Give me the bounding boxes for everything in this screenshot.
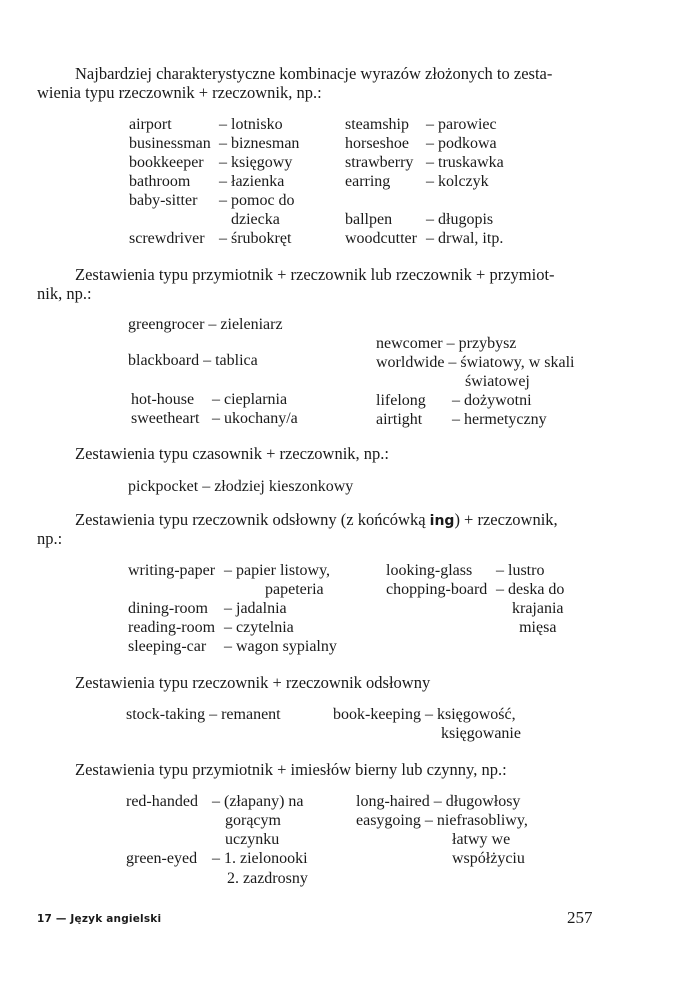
term: sleeping-car (128, 638, 207, 655)
translation: – lustro (496, 562, 545, 579)
translation: łatwy we (452, 831, 511, 848)
term: sweetheart (131, 410, 200, 427)
section-heading-cont: np.: (37, 529, 63, 548)
term (126, 830, 198, 849)
term: bookkeeper (129, 154, 204, 171)
translation-continued (512, 599, 564, 637)
term: worldwide – światowy, w skali (376, 354, 575, 371)
term: newcomer – przybysz (376, 335, 517, 352)
term: dining-room (128, 600, 208, 617)
translation-continued (231, 210, 280, 229)
translation: – biznesman (219, 135, 300, 152)
term: ballpen (345, 211, 393, 228)
section-heading-cont (37, 284, 92, 303)
section-heading: Zestawienia typu rzeczownik odsłowny (z końcówką ing) + rzeczownik, (75, 510, 558, 529)
translation: – podkowa (426, 135, 497, 152)
term-entry: book-keeping – księgowość, (333, 706, 516, 723)
section-heading (75, 265, 555, 284)
term-entry: pickpocket – złodziej kieszonkowy (128, 478, 354, 495)
translation: – długopis (426, 211, 494, 228)
translation: mięsa (519, 619, 557, 636)
section-heading: Zestawienia typu czasownik + rzeczownik, np.: (75, 444, 389, 463)
translation (426, 191, 504, 210)
translation-continued: 2. zazdrosny (227, 870, 308, 887)
compound-terms-right (376, 391, 426, 429)
compound-terms-left (131, 390, 199, 428)
term: airtight (376, 411, 423, 428)
term: baby-sitter (129, 192, 198, 209)
text-line: nik, np.: (37, 284, 92, 303)
intro-paragraph-cont (37, 83, 322, 102)
translation-continued: światowej (465, 373, 530, 390)
translation: – truskawka (426, 154, 504, 171)
term (345, 191, 417, 210)
translation: uczynku (225, 831, 280, 848)
translation: – parowiec (426, 116, 497, 133)
translation: – drwal, itp. (426, 230, 504, 247)
translation: gorącym (225, 812, 281, 829)
compound-terms-right (356, 792, 528, 830)
translation: dziecka (231, 211, 280, 228)
term: strawberry (345, 154, 414, 171)
section-heading: Zestawienia typu rzeczownik + rzeczownik odsłowny (75, 673, 431, 692)
text-line: Zestawienia typu przymiotnik + rzeczownik lub rzeczownik + przymiot- (75, 265, 555, 284)
section-heading: Zestawienia typu przymiotnik + imiesłów bierny lub czynny, np.: (75, 760, 507, 779)
translation-continued (452, 830, 525, 868)
term: green-eyed (126, 850, 198, 867)
translation: – dożywotni (452, 392, 532, 409)
text-line: Najbardziej charakterystyczne kombinacje wyrazów złożonych to zesta- (75, 64, 553, 83)
term: steamship (345, 116, 409, 133)
term: bathroom (129, 173, 191, 190)
compound-terms-left (129, 115, 211, 248)
term: hot-house (131, 391, 195, 408)
term (129, 210, 211, 229)
translation: – kolczyk (426, 173, 489, 190)
translation: – śrubokręt (219, 230, 292, 247)
translation: – papier listowy, (224, 562, 331, 579)
translation-continued (225, 811, 281, 849)
term (126, 811, 198, 830)
term: lifelong (376, 392, 426, 409)
footer-source: 17 — Język angielski (37, 913, 162, 925)
intro-paragraph (75, 64, 552, 83)
compound-terms-left (126, 792, 198, 868)
term: businessman (129, 135, 211, 152)
term: looking-glass (386, 562, 473, 579)
translation: – czytelnia (224, 619, 294, 636)
translation: współżyciu (452, 850, 525, 867)
compound-translations-left (224, 561, 337, 656)
term: easygoing – niefrasobliwy, (356, 812, 528, 829)
compound-translations-right (496, 561, 564, 599)
term: airport (129, 116, 172, 133)
compound-terms-right (386, 561, 487, 599)
translation: krajania (512, 600, 564, 617)
compound-terms-right (376, 334, 575, 372)
translation: – ukochany/a (212, 410, 298, 427)
page-number: 257 (567, 908, 593, 927)
translation: – łazienka (219, 173, 285, 190)
text-line: wienia typu rzeczownik + rzeczownik, np.: (37, 83, 322, 102)
term: reading-room (128, 619, 216, 636)
term: chopping-board (386, 581, 488, 598)
term: red-handed (126, 793, 198, 810)
term: earring (345, 173, 391, 190)
translation: – lotnisko (219, 116, 283, 133)
translation: – cieplarnia (212, 391, 288, 408)
translation-continued: księgowanie (441, 725, 521, 742)
translation: – pomoc do (219, 192, 295, 209)
term: horseshoe (345, 135, 409, 152)
translation: – wagon sypialny (224, 638, 337, 655)
bold-suffix: ing (429, 513, 455, 529)
translation: – deska do (496, 581, 565, 598)
compound-translations-left (212, 390, 298, 428)
translation: – 1. zielonooki (212, 850, 308, 867)
compound-translations-right (452, 391, 547, 429)
translation: – księgowy (219, 154, 293, 171)
compound-terms-left (128, 561, 215, 656)
compound-terms-right (345, 115, 417, 248)
compound-translations-right (426, 115, 504, 248)
term: woodcutter (345, 230, 417, 247)
term: writing-paper (128, 562, 216, 579)
translation: – jadalnia (224, 600, 287, 617)
term (128, 580, 215, 599)
term-entry: blackboard – tablica (128, 352, 258, 369)
term: screwdriver (129, 230, 205, 247)
translation: – (złapany) na (212, 793, 304, 810)
term: long-haired – długowłosy (356, 793, 521, 810)
translation-continued: papeteria (265, 581, 324, 598)
term-entry: stock-taking – remanent (126, 706, 281, 723)
translation: – hermetyczny (452, 411, 547, 428)
term-entry: greengrocer – zieleniarz (128, 316, 283, 333)
